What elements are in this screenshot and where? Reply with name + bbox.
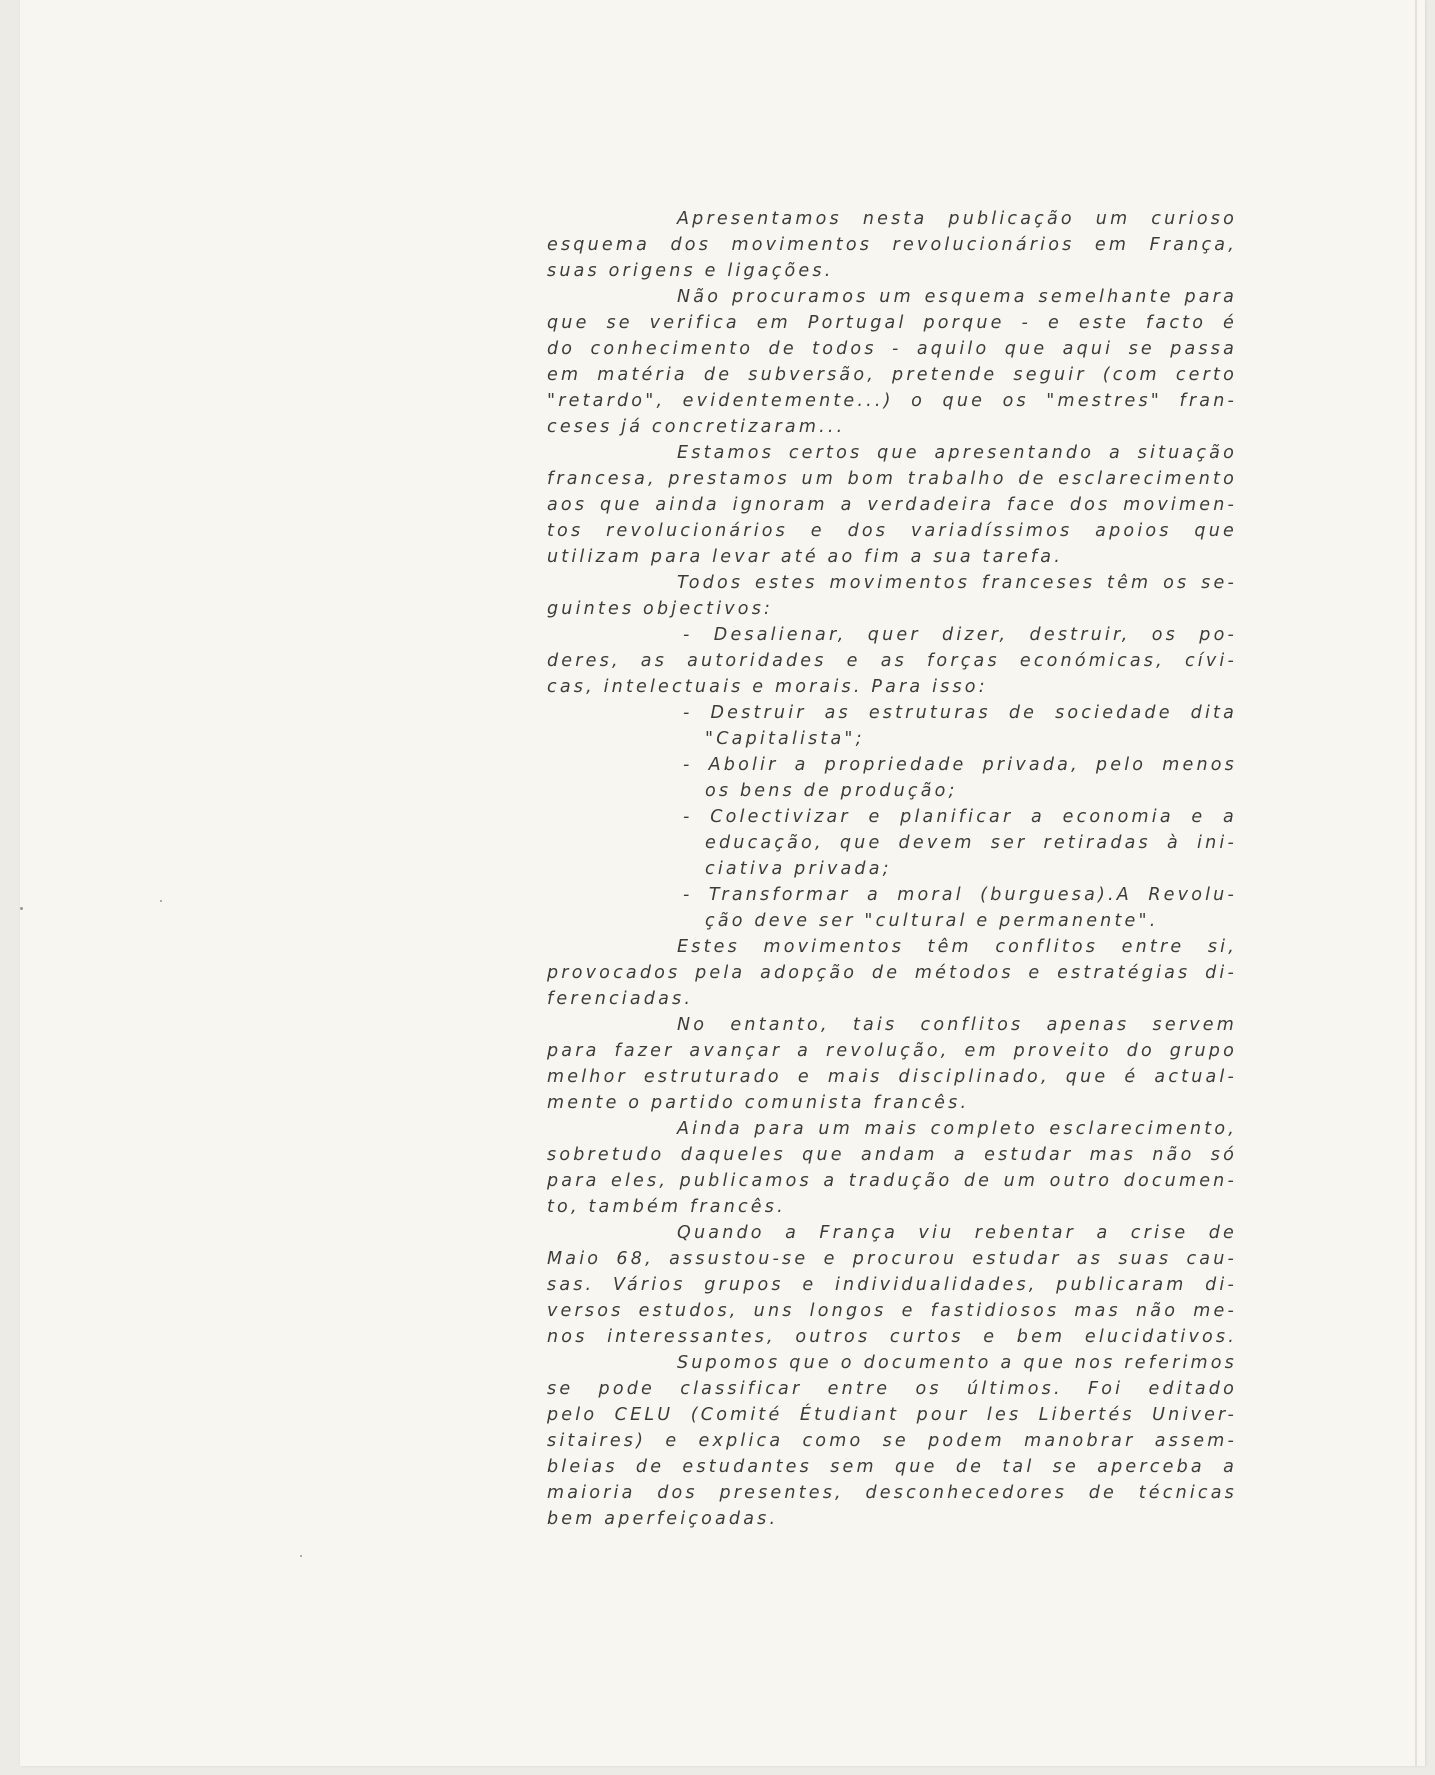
- text-line: versos estudos, uns longos e fastidiosos mas não me-: [547, 1301, 1237, 1321]
- text-line: ferenciadas.: [547, 989, 694, 1009]
- text-line: Todos estes movimentos franceses têm os se-: [677, 573, 1237, 593]
- text-line: bleias de estudantes sem que de tal se aperceba a: [547, 1457, 1237, 1477]
- paper-speck: [20, 907, 23, 910]
- paper-speck: [300, 1555, 302, 1557]
- text-line: - Abolir a propriedade privada, pelo menos: [683, 755, 1237, 775]
- text-line: aos que ainda ignoram a verdadeira face dos movimen-: [547, 495, 1237, 515]
- text-line: Estamos certos que apresentando a situação: [677, 443, 1237, 463]
- text-line: to, também francês.: [547, 1197, 786, 1217]
- text-line: do conhecimento de todos - aquilo que aqui se passa: [547, 339, 1237, 359]
- text-line: esquema dos movimentos revolucionários em França,: [547, 235, 1237, 255]
- text-line: Não procuramos um esquema semelhante para: [677, 287, 1237, 307]
- text-line: No entanto, tais conflitos apenas servem: [677, 1015, 1237, 1035]
- text-line: se pode classificar entre os últimos. Foi editado: [547, 1379, 1237, 1399]
- text-line: Quando a França viu rebentar a crise de: [677, 1223, 1237, 1243]
- text-line: sobretudo daqueles que andam a estudar mas não só: [547, 1145, 1237, 1165]
- paper-edge: [1415, 0, 1417, 1766]
- text-line: Maio 68, assustou-se e procurou estudar as suas cau-: [547, 1249, 1237, 1269]
- text-line: para fazer avançar a revolução, em proveito do grupo: [547, 1041, 1237, 1061]
- text-line: cas, intelectuais e morais. Para isso:: [547, 677, 988, 697]
- text-line: bem aperfeiçoadas.: [547, 1509, 779, 1529]
- text-line: maioria dos presentes, desconhecedores de técnicas: [547, 1483, 1237, 1503]
- text-line: "Capitalista";: [705, 729, 865, 749]
- text-line: ceses já concretizaram...: [547, 417, 846, 437]
- text-line: - Transformar a moral (burguesa).A Revolu-: [683, 885, 1237, 905]
- text-line: "retardo", evidentemente...) o que os "mestres" fran-: [547, 391, 1237, 411]
- text-line: guintes objectivos:: [547, 599, 774, 619]
- typed-text-block: [547, 206, 1237, 1532]
- text-line: nos interessantes, outros curtos e bem elucidativos.: [547, 1327, 1237, 1347]
- text-line: ciativa privada;: [705, 859, 892, 879]
- text-line: Supomos que o documento a que nos referimos: [677, 1353, 1237, 1373]
- text-line: em matéria de subversão, pretende seguir (com certo: [547, 365, 1237, 385]
- text-line: melhor estruturado e mais disciplinado, que é actual-: [547, 1067, 1237, 1087]
- text-line: francesa, prestamos um bom trabalho de esclarecimento: [547, 469, 1237, 489]
- text-line: pelo CELU (Comité Étudiant pour les Libertés Univer-: [547, 1405, 1237, 1425]
- text-line: sitaires) e explica como se podem manobrar assem-: [547, 1431, 1237, 1451]
- text-line: Apresentamos nesta publicação um curioso: [677, 209, 1237, 229]
- text-line: utilizam para levar até ao fim a sua tarefa.: [547, 547, 1063, 567]
- text-line: suas origens e ligações.: [547, 261, 834, 281]
- text-line: educação, que devem ser retiradas à ini-: [705, 833, 1237, 853]
- text-line: - Destruir as estruturas de sociedade dita: [683, 703, 1237, 723]
- text-line: sas. Vários grupos e individualidades, publicaram di-: [547, 1275, 1237, 1295]
- text-line: - Colectivizar e planificar a economia e a: [683, 807, 1237, 827]
- text-line: tos revolucionários e dos variadíssimos apoios que: [547, 521, 1237, 541]
- text-line: deres, as autoridades e as forças económicas, cívi-: [547, 651, 1237, 671]
- text-line: que se verifica em Portugal porque - e este facto é: [547, 313, 1237, 333]
- text-line: Ainda para um mais completo esclarecimento,: [677, 1119, 1237, 1139]
- text-line: provocados pela adopção de métodos e estratégias di-: [547, 963, 1237, 983]
- text-line: os bens de produção;: [705, 781, 958, 801]
- paper-speck: [160, 900, 162, 902]
- text-line: mente o partido comunista francês.: [547, 1093, 970, 1113]
- text-line: ção deve ser "cultural e permanente".: [705, 911, 1159, 931]
- text-line: para eles, publicamos a tradução de um outro documen-: [547, 1171, 1237, 1191]
- text-line: - Desalienar, quer dizer, destruir, os po-: [683, 625, 1237, 645]
- text-line: Estes movimentos têm conflitos entre si,: [677, 937, 1237, 957]
